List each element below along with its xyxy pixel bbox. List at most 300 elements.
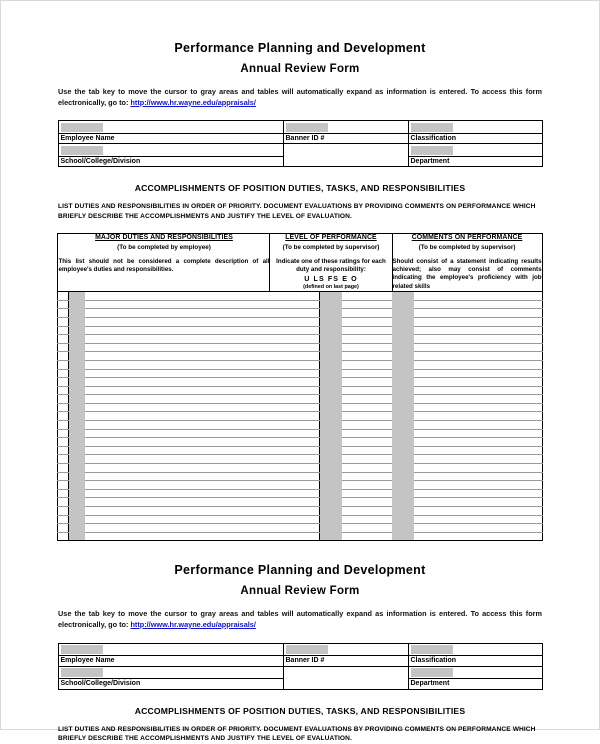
duties-entry-cell[interactable] (85, 446, 270, 455)
duties-entry-cell[interactable] (85, 403, 270, 412)
blank-cell (283, 144, 408, 167)
row-number-cell (58, 438, 69, 447)
page-title: Performance Planning and Development (174, 41, 426, 55)
table-row (58, 532, 542, 541)
duties-entry-cell[interactable] (85, 378, 270, 387)
duties-entry-handle[interactable] (69, 507, 85, 516)
row-number-cell (58, 326, 69, 335)
comments-entry-cell[interactable] (414, 524, 542, 533)
duties-table-body (58, 292, 542, 541)
col-header-major-duties (58, 233, 270, 291)
table-row (58, 455, 542, 464)
duties-entry-handle[interactable] (69, 412, 85, 421)
duties-entry-cell[interactable] (85, 386, 270, 395)
level-entry-handle[interactable] (320, 481, 342, 490)
duties-entry-cell[interactable] (85, 335, 270, 344)
department-input-2[interactable] (411, 668, 453, 677)
blank-cell-2 (283, 666, 408, 689)
table-row (58, 343, 542, 352)
rating-scale: U LS FS E O (304, 275, 358, 284)
duties-entry-handle[interactable] (69, 335, 85, 344)
level-blank-cell (270, 395, 320, 404)
comments-entry-handle[interactable] (392, 360, 414, 369)
comments-entry-cell[interactable] (414, 343, 542, 352)
banner-id-cell-2[interactable] (283, 643, 408, 666)
duties-entry-cell[interactable] (85, 429, 270, 438)
instructions-paragraph-2 (58, 609, 542, 630)
duties-entry-handle[interactable] (69, 498, 85, 507)
banner-id-input[interactable] (286, 123, 328, 132)
banner-id-cell[interactable] (283, 121, 408, 144)
comments-entry-cell[interactable] (414, 421, 542, 430)
department-label-2: Department (409, 678, 542, 688)
comments-entry-handle[interactable] (392, 395, 414, 404)
comments-entry-handle[interactable] (392, 421, 414, 430)
employee-name-label: Employee Name (59, 133, 283, 143)
duties-entry-handle[interactable] (69, 309, 85, 318)
level-entry-handle[interactable] (320, 412, 342, 421)
level-blank-cell (270, 429, 320, 438)
level-entry-cell[interactable] (342, 438, 392, 447)
col-header-subtitle: (To be completed by supervisor) (418, 243, 516, 251)
level-entry-handle[interactable] (320, 403, 342, 412)
level-entry-cell[interactable] (342, 300, 392, 309)
accomplishments-heading: ACCOMPLISHMENTS OF POSITION DUTIES, TASKS, AND RESPONSIBILITIES (134, 183, 466, 194)
table-row (58, 421, 542, 430)
table-row (58, 403, 542, 412)
level-entry-handle[interactable] (320, 360, 342, 369)
level-entry-handle[interactable] (320, 472, 342, 481)
level-entry-cell[interactable] (342, 455, 392, 464)
comments-entry-cell[interactable] (414, 395, 542, 404)
table-row (58, 438, 542, 447)
classification-input[interactable] (411, 123, 453, 132)
level-entry-cell[interactable] (342, 472, 392, 481)
department-cell[interactable] (408, 144, 542, 167)
row-number-cell (58, 386, 69, 395)
employee-name-label-2: Employee Name (59, 655, 283, 665)
duties-entry-handle[interactable] (69, 386, 85, 395)
comments-entry-cell[interactable] (414, 317, 542, 326)
comments-entry-handle[interactable] (392, 378, 414, 387)
page-title-2: Performance Planning and Development (174, 563, 426, 578)
duties-entry-handle[interactable] (69, 532, 85, 541)
duties-entry-handle[interactable] (69, 446, 85, 455)
level-entry-handle[interactable] (320, 498, 342, 507)
banner-id-label-2: Banner ID # (284, 655, 408, 665)
level-entry-handle[interactable] (320, 489, 342, 498)
level-entry-handle[interactable] (320, 300, 342, 309)
table-row (58, 412, 542, 421)
comments-entry-handle[interactable] (392, 403, 414, 412)
duties-entry-cell[interactable] (85, 343, 270, 352)
school-division-input[interactable] (61, 146, 103, 155)
duties-entry-handle[interactable] (69, 395, 85, 404)
appraisals-link[interactable]: http://www.hr.wayne.edu/appraisals/ (130, 97, 256, 107)
row-number-cell (58, 481, 69, 490)
level-entry-cell[interactable] (342, 335, 392, 344)
duties-entry-handle[interactable] (69, 489, 85, 498)
level-entry-cell[interactable] (342, 369, 392, 378)
level-entry-handle[interactable] (320, 352, 342, 361)
row-number-cell (58, 335, 69, 344)
row-number-cell (58, 378, 69, 387)
comments-entry-handle[interactable] (392, 343, 414, 352)
col-header-subtitle: (To be completed by supervisor) (282, 243, 380, 251)
level-blank-cell (270, 343, 320, 352)
school-division-label-2: School/College/Division (59, 678, 283, 688)
duties-entry-handle[interactable] (69, 343, 85, 352)
page-subtitle: Annual Review Form (240, 63, 360, 75)
level-blank-cell (270, 326, 320, 335)
duties-entry-cell[interactable] (85, 369, 270, 378)
level-entry-cell[interactable] (342, 429, 392, 438)
comments-entry-cell[interactable] (414, 438, 542, 447)
comments-entry-cell[interactable] (414, 464, 542, 473)
level-blank-cell (270, 498, 320, 507)
classification-input-2[interactable] (411, 645, 453, 654)
comments-entry-handle[interactable] (392, 446, 414, 455)
row-number-cell (58, 300, 69, 309)
row-number-cell (58, 421, 69, 430)
blank-label (284, 157, 408, 166)
comments-entry-cell[interactable] (414, 378, 542, 387)
duties-entry-cell[interactable] (85, 395, 270, 404)
table-row (58, 335, 542, 344)
row-number-cell (58, 489, 69, 498)
banner-id-input-2[interactable] (286, 645, 328, 654)
row-number-cell (58, 472, 69, 481)
table-row (58, 524, 542, 533)
level-entry-cell[interactable] (342, 326, 392, 335)
comments-entry-handle[interactable] (392, 464, 414, 473)
comments-entry-cell[interactable] (414, 335, 542, 344)
level-entry-handle[interactable] (320, 438, 342, 447)
comments-entry-cell[interactable] (414, 429, 542, 438)
duties-entry-handle[interactable] (69, 421, 85, 430)
level-entry-cell[interactable] (342, 292, 392, 301)
level-entry-cell[interactable] (342, 412, 392, 421)
appraisals-link-2[interactable]: http://www.hr.wayne.edu/appraisals/ (130, 619, 256, 629)
duties-entry-cell[interactable] (85, 309, 270, 318)
level-blank-cell (270, 309, 320, 318)
level-entry-handle[interactable] (320, 309, 342, 318)
col-header-subtitle: (To be completed by employee) (117, 243, 211, 251)
duties-entry-cell[interactable] (85, 498, 270, 507)
table-row (58, 144, 542, 167)
school-division-cell[interactable] (58, 144, 283, 167)
banner-id-label: Banner ID # (284, 133, 408, 143)
level-entry-cell[interactable] (342, 352, 392, 361)
duties-entry-cell[interactable] (85, 472, 270, 481)
level-entry-handle[interactable] (320, 429, 342, 438)
level-entry-cell[interactable] (342, 360, 392, 369)
comments-entry-handle[interactable] (392, 335, 414, 344)
department-cell-2[interactable] (408, 666, 542, 689)
form-section-2 (1, 541, 599, 744)
duties-entry-handle[interactable] (69, 515, 85, 524)
level-entry-handle[interactable] (320, 395, 342, 404)
comments-entry-cell[interactable] (414, 403, 542, 412)
level-entry-handle[interactable] (320, 532, 342, 541)
level-entry-cell[interactable] (342, 317, 392, 326)
level-blank-cell (270, 412, 320, 421)
duties-entry-handle[interactable] (69, 378, 85, 387)
instructions-text-2: Use the tab key to move the cursor to gray areas and tables will automatically expand as information is entered. To access this form electronically, go to: (58, 609, 542, 629)
level-blank-cell (270, 300, 320, 309)
comments-entry-cell[interactable] (414, 489, 542, 498)
level-entry-handle[interactable] (320, 455, 342, 464)
col-header-body: Indicate one of these ratings for each duty and responsibility: (276, 257, 386, 274)
level-blank-cell (270, 335, 320, 344)
level-entry-cell[interactable] (342, 378, 392, 387)
col-header-body: This list should not be considered a complete description of all employee's duties and responsibilities. (58, 257, 270, 274)
level-entry-handle[interactable] (320, 292, 342, 301)
level-entry-handle[interactable] (320, 317, 342, 326)
duties-entry-cell[interactable] (85, 455, 270, 464)
duties-entry-handle[interactable] (69, 403, 85, 412)
duties-entry-cell[interactable] (85, 524, 270, 533)
duties-entry-cell[interactable] (85, 412, 270, 421)
comments-entry-cell[interactable] (414, 386, 542, 395)
classification-label-2: Classification (409, 655, 542, 665)
level-entry-handle[interactable] (320, 446, 342, 455)
duties-entry-handle[interactable] (69, 352, 85, 361)
level-entry-handle[interactable] (320, 524, 342, 533)
row-number-cell (58, 343, 69, 352)
table-row (58, 498, 542, 507)
duties-entry-cell[interactable] (85, 515, 270, 524)
duties-entry-handle[interactable] (69, 369, 85, 378)
comments-entry-cell[interactable] (414, 446, 542, 455)
row-number-cell (58, 292, 69, 301)
level-entry-cell[interactable] (342, 421, 392, 430)
level-entry-cell[interactable] (342, 386, 392, 395)
table-row (58, 121, 542, 144)
accomplishments-note-2: LIST DUTIES AND RESPONSIBILITIES IN ORDER OF PRIORITY. DOCUMENT EVALUATIONS BY PROVIDING COMMENTS ON PERFORMANCE WHICH BRIEFLY DESCRIBE THE ACCOMPLISHMENTS AND JUSTIFY THE LEVEL OF EVALUATION. (58, 725, 536, 743)
table-row (58, 395, 542, 404)
level-entry-cell[interactable] (342, 481, 392, 490)
employee-name-cell-2[interactable] (58, 643, 283, 666)
duties-entry-cell[interactable] (85, 300, 270, 309)
duties-entry-handle[interactable] (69, 300, 85, 309)
comments-entry-cell[interactable] (414, 326, 542, 335)
duties-entry-cell[interactable] (85, 352, 270, 361)
duties-entry-handle[interactable] (69, 317, 85, 326)
table-row (58, 515, 542, 524)
comments-entry-handle[interactable] (392, 498, 414, 507)
duties-entry-handle[interactable] (69, 438, 85, 447)
school-division-cell-2[interactable] (58, 666, 283, 689)
level-entry-cell[interactable] (342, 498, 392, 507)
duties-entry-cell[interactable] (85, 360, 270, 369)
comments-entry-cell[interactable] (414, 532, 542, 541)
table-row (58, 300, 542, 309)
level-entry-cell[interactable] (342, 343, 392, 352)
table-row (58, 472, 542, 481)
duties-entry-handle[interactable] (69, 455, 85, 464)
comments-entry-handle[interactable] (392, 524, 414, 533)
comments-entry-handle[interactable] (392, 455, 414, 464)
row-number-cell (58, 395, 69, 404)
level-blank-cell (270, 524, 320, 533)
level-blank-cell (270, 455, 320, 464)
school-division-input-2[interactable] (61, 668, 103, 677)
level-entry-cell[interactable] (342, 446, 392, 455)
level-blank-cell (270, 532, 320, 541)
row-number-cell (58, 352, 69, 361)
duties-entry-cell[interactable] (85, 438, 270, 447)
level-entry-cell[interactable] (342, 532, 392, 541)
level-entry-handle[interactable] (320, 378, 342, 387)
row-number-cell (58, 446, 69, 455)
level-blank-cell (270, 507, 320, 516)
level-blank-cell (270, 369, 320, 378)
duties-entry-cell[interactable] (85, 292, 270, 301)
duties-entry-cell[interactable] (85, 317, 270, 326)
col-header-title: COMMENTS ON PERFORMANCE (411, 233, 523, 241)
level-entry-cell[interactable] (342, 309, 392, 318)
comments-entry-handle[interactable] (392, 309, 414, 318)
comments-entry-handle[interactable] (392, 386, 414, 395)
level-entry-handle[interactable] (320, 507, 342, 516)
level-entry-handle[interactable] (320, 343, 342, 352)
level-entry-handle[interactable] (320, 515, 342, 524)
row-number-cell (58, 464, 69, 473)
row-number-cell (58, 515, 69, 524)
comments-entry-cell[interactable] (414, 369, 542, 378)
col-header-comments-on-performance (392, 233, 542, 291)
level-blank-cell (270, 360, 320, 369)
comments-entry-handle[interactable] (392, 532, 414, 541)
duties-entry-cell[interactable] (85, 326, 270, 335)
comments-entry-handle[interactable] (392, 472, 414, 481)
duties-entry-cell[interactable] (85, 532, 270, 541)
level-entry-cell[interactable] (342, 403, 392, 412)
comments-entry-handle[interactable] (392, 292, 414, 301)
comments-entry-handle[interactable] (392, 481, 414, 490)
duties-entry-handle[interactable] (69, 481, 85, 490)
blank-label-2 (284, 679, 408, 688)
duties-entry-handle[interactable] (69, 464, 85, 473)
level-entry-handle[interactable] (320, 369, 342, 378)
classification-label: Classification (409, 133, 542, 143)
instructions-paragraph (58, 87, 542, 108)
table-row (58, 481, 542, 490)
table-row (58, 317, 542, 326)
row-number-cell (58, 412, 69, 421)
level-entry-handle[interactable] (320, 464, 342, 473)
comments-entry-cell[interactable] (414, 515, 542, 524)
comments-entry-cell[interactable] (414, 352, 542, 361)
table-row (58, 446, 542, 455)
table-row (58, 360, 542, 369)
comments-entry-cell[interactable] (414, 309, 542, 318)
level-blank-cell (270, 378, 320, 387)
duties-entry-handle[interactable] (69, 360, 85, 369)
row-number-cell (58, 507, 69, 516)
duties-entry-handle[interactable] (69, 524, 85, 533)
school-division-label: School/College/Division (59, 156, 283, 166)
accomplishments-note: LIST DUTIES AND RESPONSIBILITIES IN ORDER OF PRIORITY. DOCUMENT EVALUATIONS BY PROVIDING COMMENTS ON PERFORMANCE WHICH BRIEFLY DESCRIBE THE ACCOMPLISHMENTS AND JUSTIFY THE LEVEL OF EVALUATION. (58, 203, 536, 221)
level-entry-cell[interactable] (342, 489, 392, 498)
level-entry-handle[interactable] (320, 326, 342, 335)
duties-entry-cell[interactable] (85, 464, 270, 473)
comments-entry-handle[interactable] (392, 507, 414, 516)
comments-entry-cell[interactable] (414, 498, 542, 507)
comments-entry-handle[interactable] (392, 515, 414, 524)
comments-entry-handle[interactable] (392, 438, 414, 447)
comments-entry-handle[interactable] (392, 369, 414, 378)
duties-entry-handle[interactable] (69, 429, 85, 438)
table-row (58, 429, 542, 438)
form-section-1 (1, 1, 599, 541)
employee-name-input[interactable] (61, 123, 103, 132)
comments-entry-handle[interactable] (392, 317, 414, 326)
employee-name-input-2[interactable] (61, 645, 103, 654)
duties-entry-cell[interactable] (85, 421, 270, 430)
classification-cell[interactable] (408, 121, 542, 144)
duties-entry-handle[interactable] (69, 472, 85, 481)
row-number-cell (58, 369, 69, 378)
duties-entry-handle[interactable] (69, 326, 85, 335)
level-entry-cell[interactable] (342, 507, 392, 516)
comments-entry-handle[interactable] (392, 300, 414, 309)
comments-entry-handle[interactable] (392, 352, 414, 361)
level-entry-cell[interactable] (342, 515, 392, 524)
table-row (58, 378, 542, 387)
comments-entry-handle[interactable] (392, 489, 414, 498)
comments-entry-cell[interactable] (414, 472, 542, 481)
rating-footnote: (defined on last page) (303, 284, 359, 291)
employee-name-cell[interactable] (58, 121, 283, 144)
duties-entry-cell[interactable] (85, 481, 270, 490)
comments-entry-handle[interactable] (392, 412, 414, 421)
comments-entry-cell[interactable] (414, 507, 542, 516)
level-blank-cell (270, 464, 320, 473)
table-row (58, 309, 542, 318)
comments-entry-cell[interactable] (414, 300, 542, 309)
duties-entry-cell[interactable] (85, 489, 270, 498)
comments-entry-cell[interactable] (414, 481, 542, 490)
level-entry-handle[interactable] (320, 335, 342, 344)
level-entry-cell[interactable] (342, 464, 392, 473)
level-entry-cell[interactable] (342, 524, 392, 533)
table-row (58, 369, 542, 378)
duties-entry-cell[interactable] (85, 507, 270, 516)
level-entry-handle[interactable] (320, 421, 342, 430)
table-row (58, 507, 542, 516)
comments-entry-cell[interactable] (414, 360, 542, 369)
table-row (58, 666, 542, 689)
comments-entry-cell[interactable] (414, 292, 542, 301)
level-blank-cell (270, 386, 320, 395)
row-number-cell (58, 360, 69, 369)
classification-cell-2[interactable] (408, 643, 542, 666)
comments-entry-cell[interactable] (414, 412, 542, 421)
comments-entry-cell[interactable] (414, 455, 542, 464)
comments-entry-handle[interactable] (392, 326, 414, 335)
table-row (58, 326, 542, 335)
duties-entry-handle[interactable] (69, 292, 85, 301)
comments-entry-handle[interactable] (392, 429, 414, 438)
level-entry-cell[interactable] (342, 395, 392, 404)
row-number-cell (58, 403, 69, 412)
department-input[interactable] (411, 146, 453, 155)
level-entry-handle[interactable] (320, 386, 342, 395)
instructions-text: Use the tab key to move the cursor to gray areas and tables will automatically expand as information is entered. To access this form electronically, go to: (58, 87, 542, 107)
level-blank-cell (270, 403, 320, 412)
